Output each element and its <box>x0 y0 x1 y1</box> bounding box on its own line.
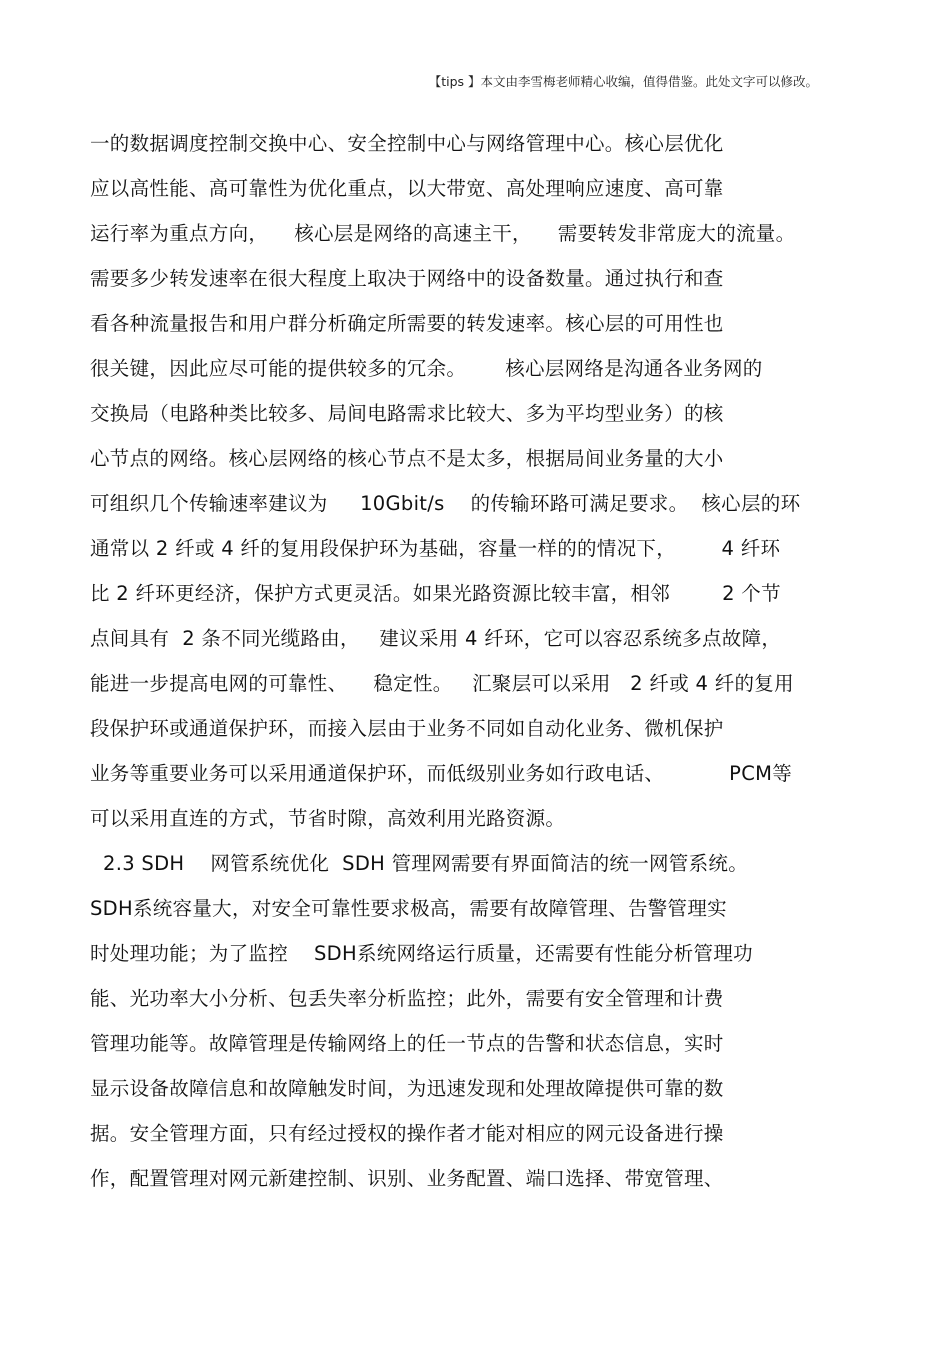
text-line: 作，配置管理对网元新建控制、识别、业务配置、端口选择、带宽管理、 <box>90 1167 724 1190</box>
text-line: 据。安全管理方面，只有经过授权的操作者才能对相应的网元设备进行操 <box>90 1122 724 1145</box>
text-line: 比 2 纤环更经济，保护方式更灵活。如果光路资源比较丰富，相邻 2 个节 <box>90 582 781 605</box>
text-line: 看各种流量报告和用户群分析确定所需要的转发速率。核心层的可用性也 <box>90 312 724 335</box>
text-line: 交换局（电路种类比较多、局间电路需求比较大、多为平均型业务）的核 <box>90 402 724 425</box>
text-line: 运行率为重点方向， 核心层是网络的高速主干， 需要转发非常庞大的流量。 <box>90 222 796 245</box>
text-line: 应以高性能、高可靠性为优化重点，以大带宽、高处理响应速度、高可靠 <box>90 177 724 200</box>
section-heading-line: 2.3 SDH 网管系统优化 SDH 管理网需要有界面简洁的统一网管系统。 <box>90 852 749 875</box>
text-line: 需要多少转发速率在很大程度上取决于网络中的设备数量。通过执行和查 <box>90 267 724 290</box>
text-line: 点间具有 2 条不同光缆路由， 建议采用 4 纤环，它可以容忍系统多点故障， <box>90 627 782 650</box>
text-line: 可以采用直连的方式，节省时隙，高效利用光路资源。 <box>90 807 566 830</box>
text-line: 段保护环或通道保护环，而接入层由于业务不同如自动化业务、微机保护 <box>90 717 724 740</box>
text-line: SDH系统容量大，对安全可靠性要求极高，需要有故障管理、告警管理实 <box>90 897 727 920</box>
text-line: 可组织几个传输速率建议为 10Gbit/s 的传输环路可满足要求。 核心层的环 <box>90 492 801 515</box>
text-line: 显示设备故障信息和故障触发时间，为迅速发现和处理故障提供可靠的数 <box>90 1077 724 1100</box>
text-line: 业务等重要业务可以采用通道保护环，而低级别业务如行政电话、 PCM等 <box>90 762 793 785</box>
text-line: 很关键，因此应尽可能的提供较多的冗余。 核心层网络是沟通各业务网的 <box>90 357 763 380</box>
text-line: 一的数据调度控制交换中心、安全控制中心与网络管理中心。核心层优化 <box>90 132 724 155</box>
text-line: 心节点的网络。核心层网络的核心节点不是太多，根据局间业务量的大小 <box>90 447 724 470</box>
text-line: 能、光功率大小分析、包丢失率分析监控；此外，需要有安全管理和计费 <box>90 987 724 1010</box>
header-tips-note: 【tips 】本文由李雪梅老师精心收编，值得借鉴。此处文字可以修改。 <box>428 74 818 89</box>
text-line: 通常以 2 纤或 4 纤的复用段保护环为基础，容量一样的的情况下， 4 纤环 <box>90 537 781 560</box>
text-line: 能进一步提高电网的可靠性、 稳定性。 汇聚层可以采用 2 纤或 4 纤的复用 <box>90 672 794 695</box>
text-line: 时处理功能；为了监控 SDH系统网络运行质量，还需要有性能分析管理功 <box>90 942 753 965</box>
text-line: 管理功能等。故障管理是传输网络上的任一节点的告警和状态信息，实时 <box>90 1032 724 1055</box>
